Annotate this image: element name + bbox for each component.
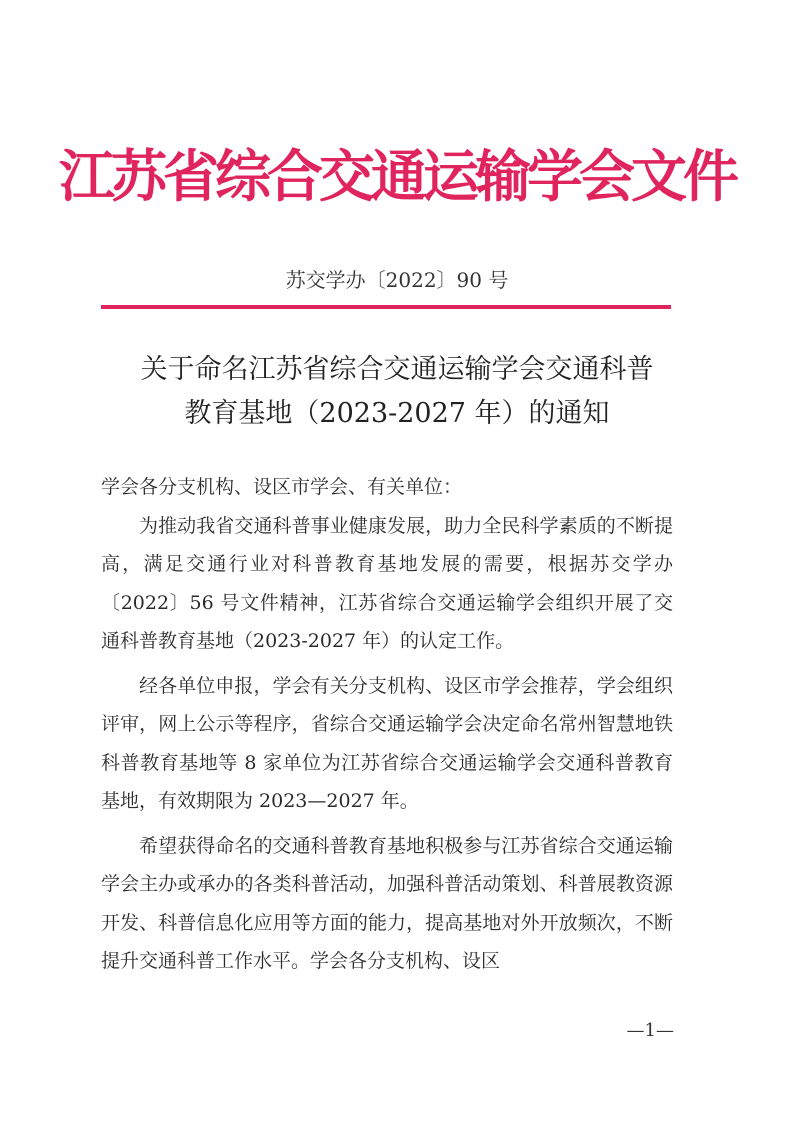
salutation: 学会各分支机构、设区市学会、有关单位：: [101, 476, 463, 498]
notice-body: [101, 468, 673, 987]
page-number: —1—: [626, 1020, 674, 1041]
notice-title-line-2: 教育基地（2023-2027 年）的通知: [184, 398, 610, 429]
notice-title-line-1: 关于命名江苏省综合交通运输学会交通科普: [140, 354, 654, 385]
org-masthead-title: 江苏省综合交通运输学会文件: [59, 145, 735, 210]
red-divider-line: [101, 305, 671, 309]
body-paragraph-1: 为推动我省交通科普事业健康发展，助力全民科学素质的不断提高，满足交通行业对科普教育基地发展的需要，根据苏交学办〔2022〕56 号文件精神，江苏省综合交通运输学会组织开展了交通科普教育基地（2023-2027 年）的认定工作。: [101, 514, 673, 652]
body-paragraph-3: 希望获得命名的交通科普教育基地积极参与江苏省综合交通运输学会主办或承办的各类科普活动，加强科普活动策划、科普展教资源开发、科普信息化应用等方面的能力，提高基地对外开放频次，不断提升交通科普工作水平。学会各分支机构、设区: [101, 834, 673, 972]
body-paragraph-2: 经各单位申报，学会有关分支机构、设区市学会推荐，学会组织评审，网上公示等程序，省综合交通运输学会决定命名常州智慧地铁科普教育基地等 8 家单位为江苏省综合交通运输学会交通科普教育基地，有效期限为 2023—2027 年。: [101, 674, 673, 812]
notice-title: [0, 348, 794, 436]
document-number: 苏交学办〔2022〕90 号: [285, 268, 509, 292]
